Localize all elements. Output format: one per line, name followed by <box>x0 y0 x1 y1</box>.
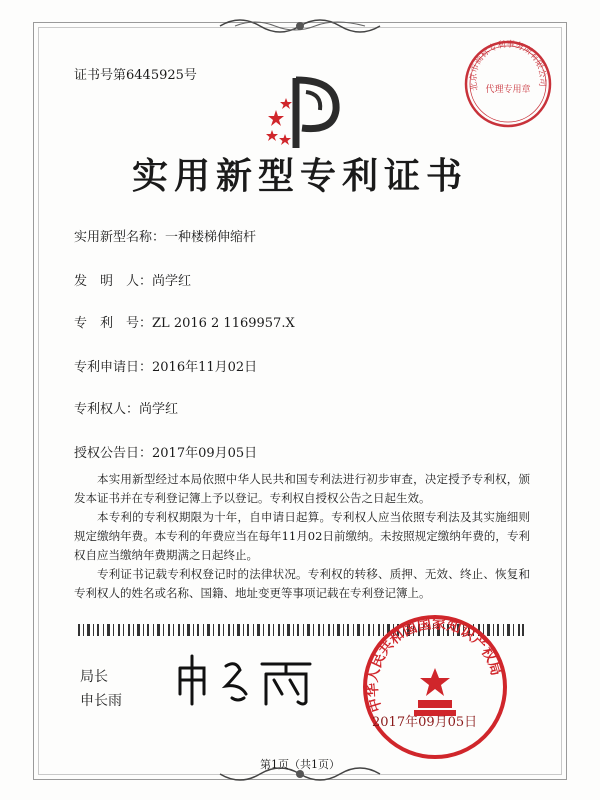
field-patent-number <box>74 312 295 331</box>
field-label: 专利申请日： <box>74 360 153 375</box>
svg-text:北京市商标专利事务所有限公司 <box>468 39 547 92</box>
agency-stamp <box>462 38 554 130</box>
body-paragraph: 本实用新型经过本局依照中华人民共和国专利法进行初步审查，决定授予专利权，颁发本证书并在专利登记簿上予以登记。专利权自授权公告之日起生效。 <box>74 472 530 505</box>
certificate-number: 证书号第6445925号 <box>74 68 197 83</box>
top-ornament <box>215 14 385 38</box>
page-footer: 第1页（共1页） <box>260 758 340 771</box>
field-name <box>74 226 256 245</box>
field-label: 发 明 人： <box>74 274 153 289</box>
agency-stamp-text: 北京市商标专利事务所有限公司 <box>468 39 548 92</box>
official-title: 局长 <box>80 669 108 685</box>
field-value: 一种楼梯伸缩杆 <box>165 230 257 245</box>
field-application-date <box>74 356 257 375</box>
field-value: 2017年09月05日 <box>152 446 258 461</box>
seal-text: 中华人民共和国国家知识产权局 <box>364 616 505 714</box>
field-inventor <box>74 270 191 289</box>
official-seal <box>360 612 510 762</box>
seal-date: 2017年09月05日 <box>372 715 478 730</box>
certificate-body <box>74 470 530 603</box>
body-paragraph: 本专利的专利权期限为十年，自申请日起算。专利权人应当依照专利法及其实施细则规定缴纳年费。本专利的年费应当在每年11月02日前缴纳。未按照规定缴纳年费的，专利权自应当缴纳年费期满之日起终止。 <box>74 510 530 562</box>
signature <box>170 650 320 710</box>
field-label: 实用新型名称： <box>74 230 166 245</box>
body-paragraph: 专利证书记载专利权登记时的法律状况。专利权的转移、质押、无效、终止、恢复和专利权人的姓名或名称、国籍、地址变更等事项记载在专利登记簿上。 <box>74 567 530 600</box>
field-value: 尚学红 <box>139 402 179 417</box>
page-title: 实用新型专利证书 <box>131 155 468 197</box>
field-label: 专利权人： <box>74 402 140 417</box>
field-value: 2016年11月02日 <box>152 360 258 375</box>
field-label: 专 利 号： <box>74 316 153 331</box>
field-label: 授权公告日： <box>74 446 153 461</box>
field-value: ZL 2016 2 1169957.X <box>152 316 295 331</box>
patent-office-logo <box>258 70 348 150</box>
field-value: 尚学红 <box>152 274 192 289</box>
field-grant-date <box>74 442 257 461</box>
field-patentee <box>74 398 178 417</box>
agency-stamp-inner: 代理专用章 <box>485 85 531 95</box>
official-name: 申长雨 <box>80 693 122 709</box>
svg-text:中华人民共和国国家知识产权局 <box>364 615 504 714</box>
